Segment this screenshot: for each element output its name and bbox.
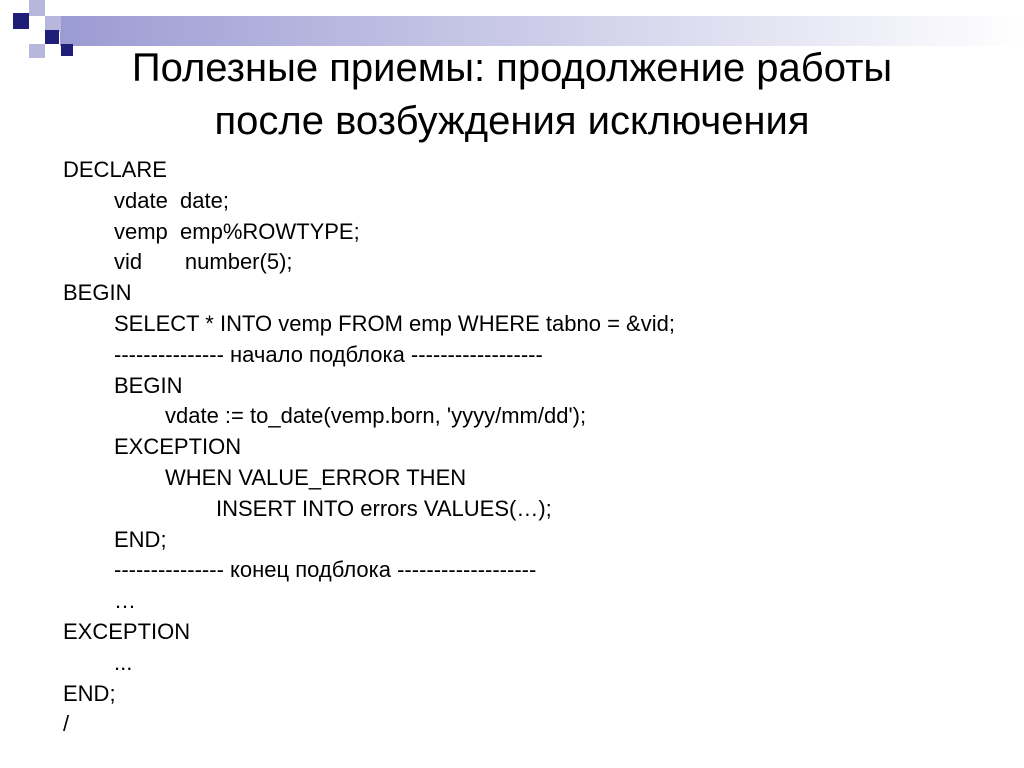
- code-line: vemp emp%ROWTYPE;: [114, 218, 360, 244]
- deco-square-lavender-1: [29, 0, 45, 16]
- code-line: BEGIN: [114, 372, 183, 398]
- code-line: EXCEPTION: [63, 618, 191, 644]
- code-line: vdate := to_date(vemp.born, 'yyyy/mm/dd');: [165, 403, 587, 429]
- code-line: ...: [114, 649, 133, 675]
- code-block: [63, 155, 1003, 740]
- code-line: BEGIN: [63, 280, 132, 306]
- code-line: SELECT * INTO vemp FROM emp WHERE tabno = &vid;: [114, 310, 675, 336]
- title-line-2: после возбуждения исключения: [214, 99, 810, 143]
- code-line: DECLARE: [63, 157, 167, 182]
- code-line: END;: [63, 680, 116, 706]
- code-line: WHEN VALUE_ERROR THEN: [165, 464, 467, 490]
- title-line-1: Полезные приемы: продолжение работы: [131, 46, 893, 90]
- slide-title: [0, 42, 1024, 148]
- code-line: --------------- конец подблока -------------------: [114, 557, 537, 583]
- code-line: vdate date;: [114, 187, 229, 213]
- code-line: …: [114, 588, 136, 614]
- deco-square-navy-1: [13, 13, 29, 29]
- code-line: EXCEPTION: [114, 434, 242, 460]
- code-line: END;: [114, 526, 167, 552]
- code-line: INSERT INTO errors VALUES(…);: [216, 495, 552, 521]
- code-line: --------------- начало подблока ------------------: [114, 341, 543, 367]
- code-line: vid number(5);: [114, 249, 293, 275]
- code-line: /: [63, 711, 70, 737]
